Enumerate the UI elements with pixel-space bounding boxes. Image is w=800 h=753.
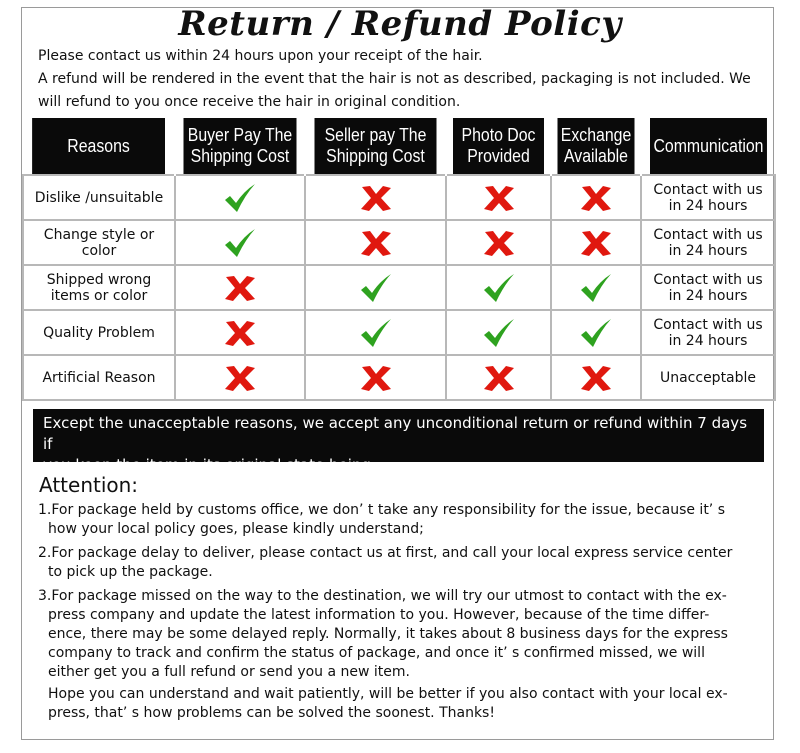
column-header-line: Provided (467, 146, 530, 166)
intro-line: A refund will be rendered in the event that the hair is not as described, packaging is not included. We (38, 71, 751, 87)
reason-text: Shipped wrong (46, 271, 152, 288)
check-icon (579, 273, 613, 303)
cross-icon (359, 183, 393, 213)
attention-heading: Attention: (39, 473, 139, 497)
page-title: Return / Refund Policy (178, 4, 622, 44)
column-header-line: Shipping Cost (190, 146, 290, 166)
mark-cell (551, 175, 641, 220)
column-header (556, 118, 635, 175)
banner-line: you keep the item in its original state being. (43, 456, 376, 474)
cross-icon (223, 363, 257, 393)
column-header-line: Seller pay The (324, 125, 427, 145)
mark-cell (175, 265, 305, 310)
mark-cell (305, 310, 446, 355)
check-icon (359, 273, 393, 303)
column-header-line: Shipping Cost (326, 146, 425, 166)
reason-cell (23, 175, 175, 220)
column-header-line: Exchange (560, 125, 632, 145)
communication-text: Contact with us (653, 226, 763, 243)
mark-cell (175, 310, 305, 355)
reason-cell (23, 220, 175, 265)
table-row (23, 175, 775, 220)
check-icon (223, 183, 257, 213)
policy-table (22, 118, 776, 401)
mark-cell (446, 265, 551, 310)
mark-cell (175, 175, 305, 220)
mark-cell (446, 175, 551, 220)
banner-line: Except the unacceptable reasons, we accept any unconditional return or refund within 7 days if (43, 414, 748, 453)
communication-cell (641, 220, 775, 265)
mark-cell (305, 220, 446, 265)
attention-line: Hope you can understand and wait patiently, will be better if you also contact with your local ex- (48, 686, 728, 702)
column-header (649, 118, 767, 175)
table-body (23, 175, 775, 400)
cross-icon (579, 228, 613, 258)
intro-text (38, 45, 768, 114)
cross-icon (223, 273, 257, 303)
table-row (23, 220, 775, 265)
column-header (183, 118, 297, 175)
reason-text: Dislike /unsuitable (34, 189, 164, 206)
column-header (452, 118, 544, 175)
mark-cell (305, 355, 446, 400)
cross-icon (482, 363, 516, 393)
reason-cell (23, 355, 175, 400)
check-icon (359, 318, 393, 348)
attention-line: either get you a full refund or send you a new item. (48, 664, 410, 680)
mark-cell (551, 355, 641, 400)
column-header (32, 118, 166, 175)
reason-text: items or color (50, 287, 148, 304)
check-icon (482, 273, 516, 303)
communication-text: in 24 hours (668, 242, 748, 259)
cross-icon (579, 183, 613, 213)
column-header-line: Available (563, 146, 628, 166)
reason-text: Quality Problem (43, 324, 155, 341)
unconditional-return-banner (33, 409, 764, 474)
communication-text: Contact with us (653, 271, 763, 288)
cross-icon (359, 363, 393, 393)
mark-cell (446, 220, 551, 265)
table-header-row (23, 118, 775, 175)
communication-cell (641, 310, 775, 355)
cross-icon (482, 228, 516, 258)
mark-cell (551, 310, 641, 355)
communication-cell (641, 175, 775, 220)
communication-text: Contact with us (653, 316, 763, 333)
table-row (23, 265, 775, 310)
mark-cell (446, 355, 551, 400)
attention-closing (38, 685, 764, 723)
column-header-line: Communication (653, 135, 764, 156)
column-header (313, 118, 437, 175)
communication-text: Unacceptable (659, 369, 757, 386)
cross-icon (223, 318, 257, 348)
communication-text: in 24 hours (668, 197, 748, 214)
table-row (23, 355, 775, 400)
communication-text: Contact with us (653, 181, 763, 198)
intro-line: Please contact us within 24 hours upon your receipt of the hair. (38, 48, 483, 64)
attention-line: how your local policy goes, please kindly understand; (48, 521, 424, 537)
reason-cell (23, 310, 175, 355)
communication-text: in 24 hours (668, 287, 748, 304)
communication-text: in 24 hours (668, 332, 748, 349)
cross-icon (359, 228, 393, 258)
mark-cell (175, 355, 305, 400)
attention-item-1 (38, 501, 764, 539)
attention-line: ence, there may be some delayed reply. Normally, it takes about 8 business days for the express (48, 626, 728, 642)
table-row (23, 310, 775, 355)
mark-cell (551, 265, 641, 310)
attention-line: press company and update the latest information to you. However, because of the time differ- (48, 607, 710, 623)
attention-line: 3.For package missed on the way to the destination, we will try our utmost to contact with the ex- (38, 588, 727, 604)
cross-icon (579, 363, 613, 393)
mark-cell (305, 265, 446, 310)
attention-item-3 (38, 587, 764, 682)
reason-cell (23, 265, 175, 310)
reason-text: Change style or color (43, 226, 155, 259)
mark-cell (551, 220, 641, 265)
check-icon (482, 318, 516, 348)
communication-cell (641, 355, 775, 400)
communication-cell (641, 265, 775, 310)
attention-line: 1.For package held by customs office, we don’ t take any responsibility for the issue, because it’ s (38, 502, 726, 518)
check-icon (579, 318, 613, 348)
column-header-line: Photo Doc (461, 125, 536, 145)
mark-cell (305, 175, 446, 220)
column-header-line: Buyer Pay The (187, 125, 293, 145)
attention-item-2 (38, 544, 764, 582)
check-icon (223, 228, 257, 258)
mark-cell (175, 220, 305, 265)
attention-line: press, that’ s how problems can be solved the soonest. Thanks! (48, 705, 495, 721)
mark-cell (446, 310, 551, 355)
attention-line: 2.For package delay to deliver, please contact us at first, and call your local express service center (38, 545, 733, 561)
cross-icon (482, 183, 516, 213)
column-header-line: Reasons (67, 135, 130, 156)
attention-line: to pick up the package. (48, 564, 213, 580)
attention-line: company to track and confirm the status of package, and once it’ s confirmed missed, we will (48, 645, 705, 661)
reason-text: Artificial Reason (42, 369, 156, 386)
intro-line: will refund to you once receive the hair in original condition. (38, 94, 461, 110)
